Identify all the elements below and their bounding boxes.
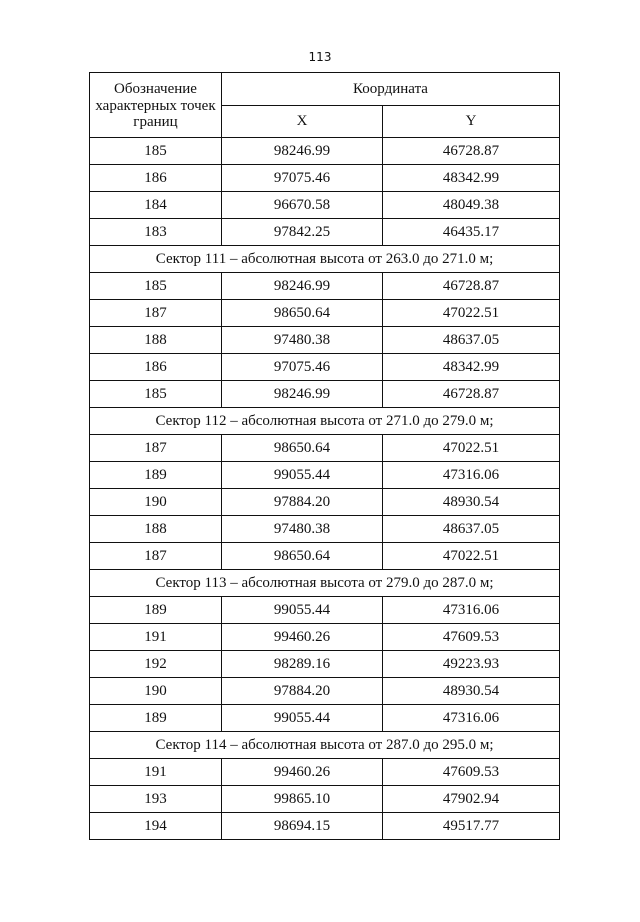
x-cell: 97480.38	[222, 516, 383, 543]
point-cell: 188	[90, 327, 222, 354]
x-cell: 98289.16	[222, 651, 383, 678]
table-row	[90, 624, 560, 651]
x-cell: 97075.46	[222, 165, 383, 192]
x-cell: 99055.44	[222, 597, 383, 624]
table-row	[90, 327, 560, 354]
x-cell: 97480.38	[222, 327, 383, 354]
table-header	[90, 73, 560, 138]
y-cell: 47609.53	[383, 624, 560, 651]
point-cell: 191	[90, 624, 222, 651]
sector-row	[90, 246, 560, 273]
point-cell: 190	[90, 678, 222, 705]
point-cell: 185	[90, 273, 222, 300]
point-cell: 194	[90, 813, 222, 840]
point-cell: 190	[90, 489, 222, 516]
y-cell: 47022.51	[383, 543, 560, 570]
point-cell: 183	[90, 219, 222, 246]
y-cell: 47316.06	[383, 462, 560, 489]
x-cell: 97075.46	[222, 354, 383, 381]
table-row	[90, 300, 560, 327]
point-cell: 192	[90, 651, 222, 678]
point-cell: 185	[90, 138, 222, 165]
table-row	[90, 651, 560, 678]
point-cell: 186	[90, 165, 222, 192]
y-cell: 48930.54	[383, 678, 560, 705]
page-number: 113	[308, 50, 332, 64]
point-cell: 187	[90, 543, 222, 570]
table-row	[90, 354, 560, 381]
table-row	[90, 543, 560, 570]
x-cell: 97884.20	[222, 489, 383, 516]
x-cell: 99460.26	[222, 624, 383, 651]
y-cell: 47316.06	[383, 705, 560, 732]
sector-row	[90, 570, 560, 597]
y-cell: 48342.99	[383, 165, 560, 192]
x-column-header: X	[222, 105, 383, 138]
x-cell: 98246.99	[222, 273, 383, 300]
y-cell: 46728.87	[383, 138, 560, 165]
table-row	[90, 435, 560, 462]
x-cell: 99460.26	[222, 759, 383, 786]
y-cell: 46435.17	[383, 219, 560, 246]
y-cell: 49223.93	[383, 651, 560, 678]
table-row	[90, 678, 560, 705]
x-cell: 98246.99	[222, 381, 383, 408]
y-cell: 47022.51	[383, 300, 560, 327]
y-cell: 48342.99	[383, 354, 560, 381]
point-cell: 193	[90, 786, 222, 813]
x-cell: 98246.99	[222, 138, 383, 165]
y-cell: 47902.94	[383, 786, 560, 813]
point-designation-header: Обозначение характерных точек границ	[90, 73, 222, 138]
y-cell: 49517.77	[383, 813, 560, 840]
table-row	[90, 813, 560, 840]
coordinates-table	[89, 72, 560, 840]
y-cell: 47609.53	[383, 759, 560, 786]
table-row	[90, 165, 560, 192]
table-row	[90, 138, 560, 165]
x-cell: 99865.10	[222, 786, 383, 813]
sector-row	[90, 408, 560, 435]
y-cell: 48637.05	[383, 516, 560, 543]
x-cell: 98694.15	[222, 813, 383, 840]
y-cell: 48930.54	[383, 489, 560, 516]
point-cell: 189	[90, 597, 222, 624]
point-cell: 187	[90, 300, 222, 327]
x-cell: 98650.64	[222, 300, 383, 327]
x-cell: 98650.64	[222, 435, 383, 462]
point-cell: 188	[90, 516, 222, 543]
table-row	[90, 489, 560, 516]
y-cell: 48049.38	[383, 192, 560, 219]
y-cell: 46728.87	[383, 273, 560, 300]
point-cell: 184	[90, 192, 222, 219]
table-row	[90, 273, 560, 300]
point-cell: 189	[90, 705, 222, 732]
table-row	[90, 462, 560, 489]
table-row	[90, 759, 560, 786]
y-cell: 46728.87	[383, 381, 560, 408]
table-row	[90, 381, 560, 408]
coordinate-header: Координата	[222, 73, 560, 106]
x-cell: 99055.44	[222, 462, 383, 489]
x-cell: 98650.64	[222, 543, 383, 570]
table-row	[90, 192, 560, 219]
sector-label: Сектор 111 – абсолютная высота от 263.0 до 271.0 м;	[90, 246, 560, 273]
sector-row	[90, 732, 560, 759]
point-cell: 185	[90, 381, 222, 408]
point-cell: 186	[90, 354, 222, 381]
x-cell: 99055.44	[222, 705, 383, 732]
table-body	[90, 138, 560, 840]
sector-label: Сектор 112 – абсолютная высота от 271.0 до 279.0 м;	[90, 408, 560, 435]
x-cell: 97842.25	[222, 219, 383, 246]
y-cell: 47316.06	[383, 597, 560, 624]
y-cell: 48637.05	[383, 327, 560, 354]
x-cell: 96670.58	[222, 192, 383, 219]
sector-label: Сектор 113 – абсолютная высота от 279.0 до 287.0 м;	[90, 570, 560, 597]
table-row	[90, 219, 560, 246]
table-row	[90, 786, 560, 813]
table-row	[90, 597, 560, 624]
table-row	[90, 516, 560, 543]
point-cell: 187	[90, 435, 222, 462]
sector-label: Сектор 114 – абсолютная высота от 287.0 до 295.0 м;	[90, 732, 560, 759]
y-column-header: Y	[383, 105, 560, 138]
table-row	[90, 705, 560, 732]
point-cell: 189	[90, 462, 222, 489]
y-cell: 47022.51	[383, 435, 560, 462]
x-cell: 97884.20	[222, 678, 383, 705]
point-cell: 191	[90, 759, 222, 786]
